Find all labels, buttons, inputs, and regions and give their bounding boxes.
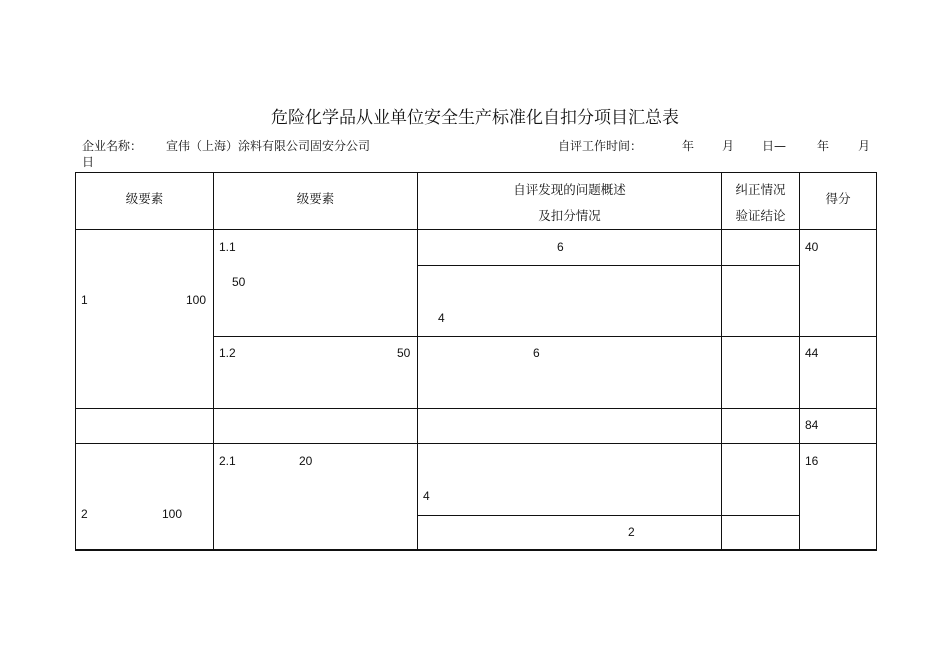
year-end: 年 [817,139,830,153]
sub-1-1-result: 40 [805,240,819,254]
company-name: 宣伟（上海）涂料有限公司固安分公司 [166,139,371,153]
header-element-level-1: 级要素 [125,191,164,206]
company-label: 企业名称： [82,139,143,153]
element-1-score: 100 [186,293,207,307]
element-2-score: 100 [162,507,183,521]
sub-1-1-number: 1.1 [219,240,236,254]
sub-1-2-number: 1.2 [219,346,236,360]
year-start: 年 [682,139,695,153]
sub-2-1-issue-a: 4 [423,489,430,503]
page-title: 危险化学品从业单位安全生产标准化自扣分项目汇总表 [271,108,679,128]
sub-2-1-issue-b: 2 [628,525,635,539]
sub-2-1-score: 20 [299,454,313,468]
header-issues-line2: 及扣分情况 [538,208,601,223]
header-correction-line1: 纠正情况 [735,182,786,197]
month-start: 月 [722,139,735,153]
sub-1-1-issue-b: 4 [438,311,445,325]
day-end: 日 [82,155,95,169]
time-label: 自评工作时间： [558,139,643,153]
header-score: 得分 [825,191,851,206]
sub-1-2-score: 50 [397,346,411,360]
month-end: 月 [858,139,871,153]
sub-1-1-score: 50 [232,275,246,289]
header-correction-line2: 验证结论 [735,208,786,223]
header-element-level-2: 级要素 [296,191,335,206]
sub-1-1-issue-a: 6 [557,240,564,254]
subtotal-1-result: 84 [805,418,819,432]
sub-1-2-issue: 6 [533,346,540,360]
header-issues-line1: 自评发现的问题概述 [513,182,626,197]
sub-2-1-result: 16 [805,454,819,468]
element-2-number: 2 [81,507,88,521]
day-start: 日— [762,139,787,153]
sub-2-1-number: 2.1 [219,454,236,468]
sub-1-2-result: 44 [805,346,819,360]
element-1-number: 1 [81,293,88,307]
